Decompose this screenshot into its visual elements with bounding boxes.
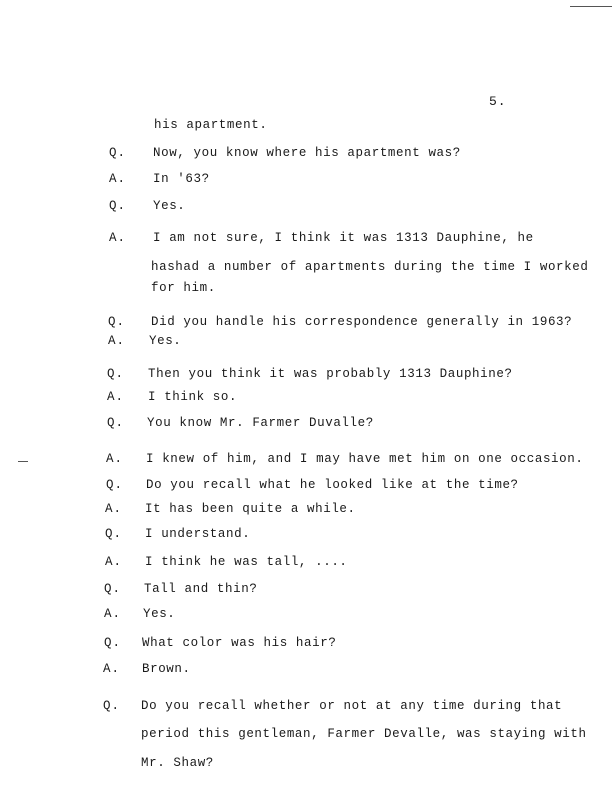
scan-mark-left bbox=[18, 461, 28, 462]
transcript-line: hashad a number of apartments during the time I worked bbox=[151, 260, 589, 274]
speaker-label: Q. bbox=[105, 527, 123, 541]
transcript-line: Tall and thin? bbox=[144, 582, 258, 596]
transcript-line: Yes. bbox=[143, 607, 176, 621]
transcript-line: I knew of him, and I may have met him on one occasion. bbox=[146, 452, 584, 466]
transcript-line: I think so. bbox=[148, 390, 238, 404]
speaker-label: Q. bbox=[104, 636, 122, 650]
transcript-line: In '63? bbox=[153, 172, 210, 186]
scan-mark-top bbox=[570, 6, 612, 7]
speaker-label: A. bbox=[103, 662, 121, 676]
speaker-label: A. bbox=[105, 555, 123, 569]
speaker-label: A. bbox=[108, 334, 126, 348]
transcript-line: Now, you know where his apartment was? bbox=[153, 146, 461, 160]
transcript-line: I think he was tall, .... bbox=[145, 555, 348, 569]
speaker-label: Q. bbox=[107, 367, 125, 381]
speaker-label: A. bbox=[105, 502, 123, 516]
speaker-label: A. bbox=[106, 452, 124, 466]
transcript-line: period this gentleman, Farmer Devalle, was staying with bbox=[141, 727, 587, 741]
speaker-label: Q. bbox=[107, 416, 125, 430]
speaker-label: A. bbox=[104, 607, 122, 621]
transcript-line: Mr. Shaw? bbox=[141, 756, 214, 770]
transcript-line: I understand. bbox=[145, 527, 251, 541]
transcript-line: Did you handle his correspondence generally in 1963? bbox=[151, 315, 573, 329]
transcript-line: Yes. bbox=[153, 199, 186, 213]
transcript-line: I am not sure, I think it was 1313 Dauphine, he bbox=[153, 231, 534, 245]
speaker-label: A. bbox=[107, 390, 125, 404]
speaker-label: Q. bbox=[108, 315, 126, 329]
transcript-line: Yes. bbox=[149, 334, 182, 348]
transcript-line: his apartment. bbox=[154, 118, 268, 132]
transcript-line: for him. bbox=[151, 281, 216, 295]
speaker-label: Q. bbox=[104, 582, 122, 596]
page-number: 5. bbox=[489, 94, 507, 109]
speaker-label: Q. bbox=[106, 478, 124, 492]
transcript-line: Then you think it was probably 1313 Dauphine? bbox=[148, 367, 513, 381]
transcript-line: Do you recall whether or not at any time during that bbox=[141, 699, 563, 713]
transcript-line: Do you recall what he looked like at the time? bbox=[146, 478, 519, 492]
speaker-label: A. bbox=[109, 172, 127, 186]
transcript-line: Brown. bbox=[142, 662, 191, 676]
transcript-line: You know Mr. Farmer Duvalle? bbox=[147, 416, 374, 430]
transcript-line: It has been quite a while. bbox=[145, 502, 356, 516]
speaker-label: Q. bbox=[109, 199, 127, 213]
speaker-label: Q. bbox=[109, 146, 127, 160]
speaker-label: Q. bbox=[103, 699, 121, 713]
speaker-label: A. bbox=[109, 231, 127, 245]
transcript-line: What color was his hair? bbox=[142, 636, 337, 650]
